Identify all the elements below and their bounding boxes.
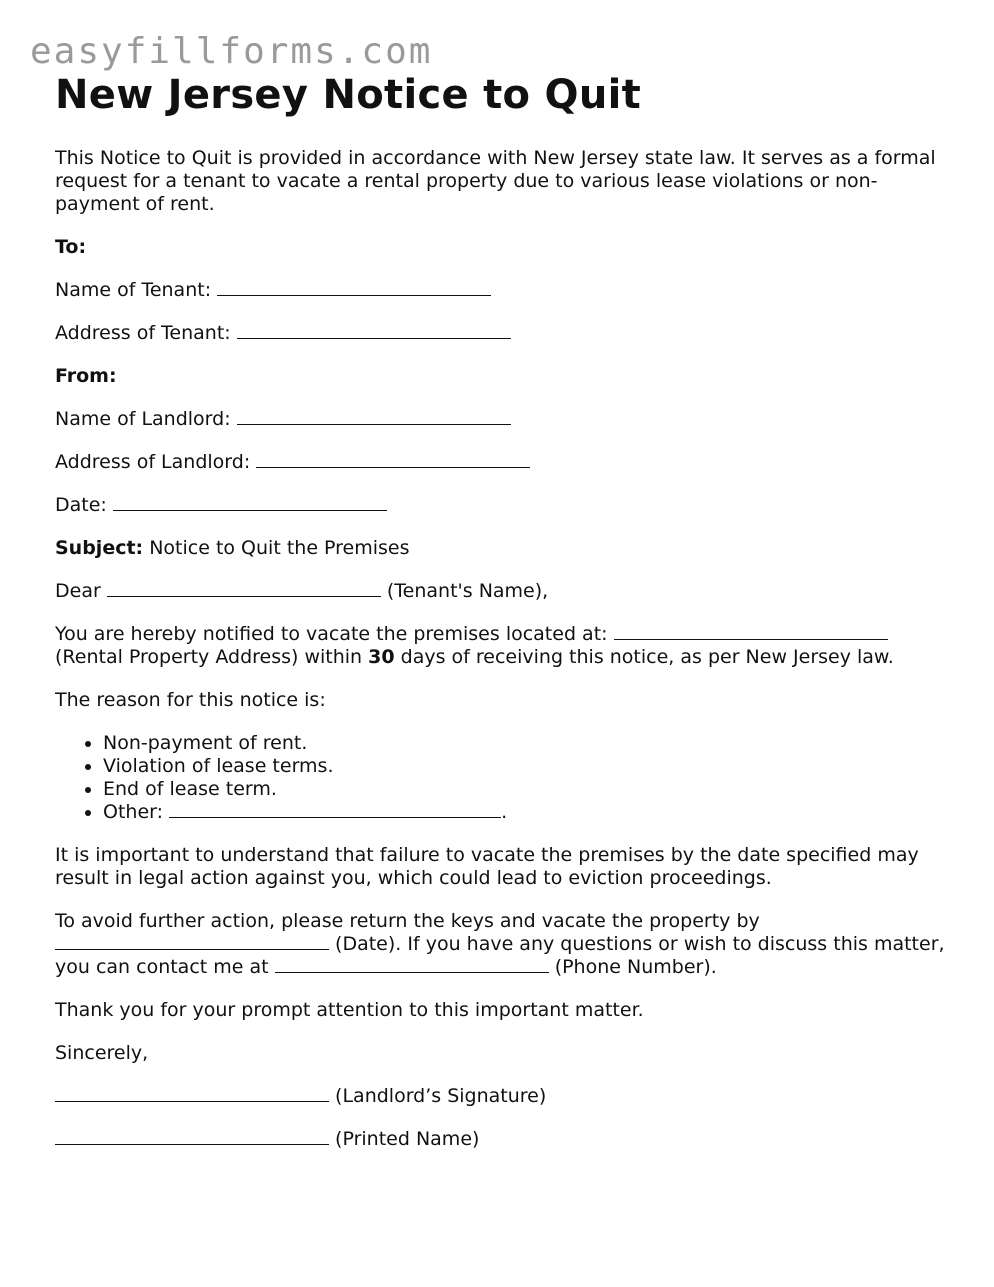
tenant-address-label: Address of Tenant: (55, 322, 231, 344)
date-line (55, 494, 955, 517)
notify-suffix: days of receiving this notice, as per New Jersey law. (400, 646, 894, 668)
signature-line (55, 1085, 955, 1108)
printed-name-label: (Printed Name) (335, 1128, 480, 1150)
tenant-address-field[interactable] (237, 324, 511, 339)
to-heading: To: (55, 236, 87, 258)
reason-item-end-of-term: • End of lease term. (103, 778, 955, 801)
from-heading: From: (55, 365, 117, 387)
reason-item-nonpayment: • Non-payment of rent. (103, 732, 955, 755)
subject-line (55, 537, 955, 560)
landlord-name-field[interactable] (237, 410, 511, 425)
subject-label: Subject: (55, 537, 144, 559)
watermark: easyfillforms.com (30, 31, 433, 72)
page-title: New Jersey Notice to Quit (55, 72, 642, 118)
tenant-address-line (55, 322, 955, 345)
notice-document (55, 70, 955, 1171)
reason-item-other (103, 801, 955, 824)
date-field[interactable] (113, 496, 387, 511)
salutation-tenant-field[interactable] (107, 582, 381, 597)
avoid-prefix: To avoid further action, please return the keys and vacate the property by (55, 910, 760, 932)
landlord-address-label: Address of Landlord: (55, 451, 251, 473)
to-section (55, 236, 955, 259)
date-label: Date: (55, 494, 107, 516)
tenant-name-line (55, 279, 955, 302)
signature-label: (Landlord’s Signature) (335, 1085, 547, 1107)
property-address-field[interactable] (614, 625, 888, 640)
reason-list (55, 732, 955, 824)
salutation-line (55, 580, 955, 603)
intro-paragraph: This Notice to Quit is provided in accordance with New Jersey state law. It serves as a formal request for a tenant to vacate a rental property due to various lease violations or non-payment of rent. (55, 147, 936, 215)
landlord-address-line (55, 451, 955, 474)
reason-other-field[interactable] (169, 803, 501, 818)
dear-prefix: Dear (55, 580, 101, 602)
dear-suffix: (Tenant's Name), (386, 580, 549, 602)
reason-item-violation: • Violation of lease terms. (103, 755, 955, 778)
vacate-date-field[interactable] (55, 935, 329, 950)
subject-text: Notice to Quit the Premises (149, 537, 410, 559)
printed-name-line (55, 1128, 955, 1151)
reason-other-end: . (501, 801, 508, 823)
closing: Sincerely, (55, 1042, 149, 1064)
notify-days: 30 (368, 646, 395, 668)
reason-other-label: Other: (103, 801, 164, 823)
notify-paragraph (55, 623, 955, 669)
notify-mid: (Rental Property Address) within (55, 646, 363, 668)
signature-field[interactable] (55, 1087, 329, 1102)
notify-prefix: You are hereby notified to vacate the premises located at: (55, 623, 608, 645)
printed-name-field[interactable] (55, 1130, 329, 1145)
warning-paragraph: It is important to understand that failure to vacate the premises by the date specified may result in legal action against you, which could lead to eviction proceedings. (55, 844, 919, 889)
phone-number-field[interactable] (275, 958, 549, 973)
avoid-paragraph (55, 910, 955, 979)
reason-intro: The reason for this notice is: (55, 689, 326, 711)
avoid-suffix: (Phone Number). (554, 956, 717, 978)
tenant-name-label: Name of Tenant: (55, 279, 212, 301)
landlord-name-line (55, 408, 955, 431)
landlord-name-label: Name of Landlord: (55, 408, 231, 430)
thanks-paragraph: Thank you for your prompt attention to this important matter. (55, 999, 644, 1021)
tenant-name-field[interactable] (217, 281, 491, 296)
from-section (55, 365, 955, 388)
landlord-address-field[interactable] (256, 453, 530, 468)
avoid-mid: (Date). If you have any questions or wish to discuss this matter, you can contact me at (55, 933, 945, 978)
